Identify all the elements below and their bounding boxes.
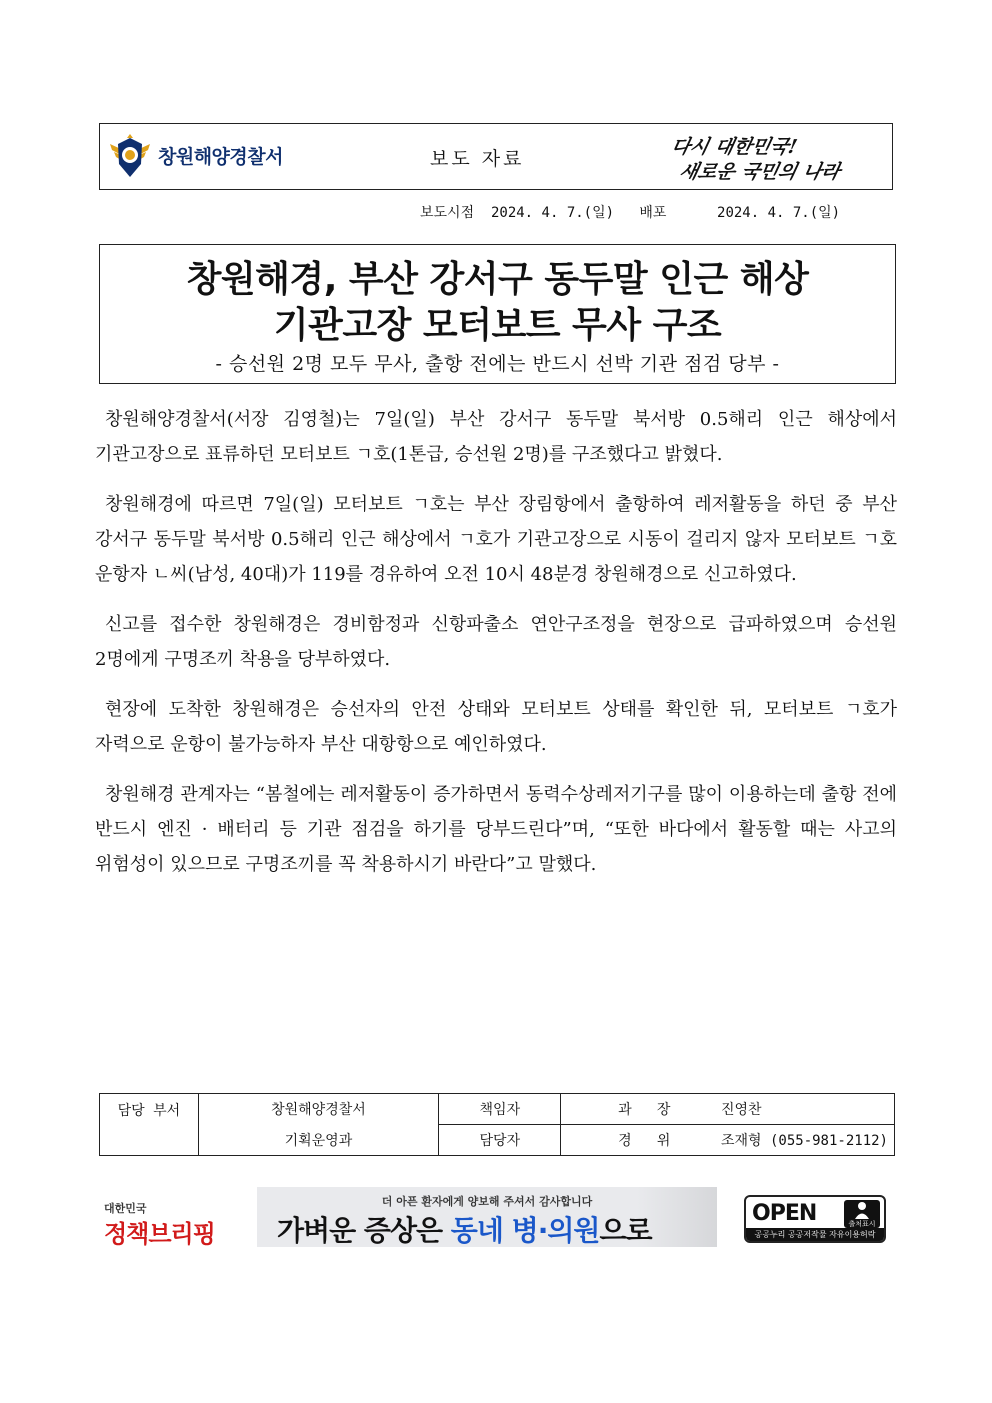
headline-line-1: 창원해경, 부산 강서구 동두말 인근 해상 bbox=[186, 259, 809, 300]
body-paragraph-3: 신고를 접수한 창원해경은 경비함정과 신항파출소 연안구조정을 현장으로 급파하였으며 승선원 2명에게 구명조끼 착용을 당부하였다. bbox=[95, 614, 897, 670]
table-row bbox=[100, 1094, 895, 1125]
person-attribution-icon bbox=[844, 1200, 880, 1228]
manager-rank: 과 장 bbox=[618, 1102, 671, 1118]
body-paragraph-5: 창원해경 관계자는 “봄철에는 레저활동이 증가하면서 동력수상레저기구를 많이 이용하는데 출항 전에 반드시 엔진 · 배터리 등 기관 점검을 하기를 당부드린다”며, “또한 바다에서 활동할 때는 사고의 위험성이 있으므로 구명조끼를 꼭 착용하시기 바란다”고 말했다. bbox=[95, 784, 897, 875]
body-paragraph-1: 창원해양경찰서(서장 김영철)는 7일(일) 부산 강서구 동두말 북서방 0.5해리 인근 해상에서 기관고장으로 표류하던 모터보트 ㄱ호(1톤급, 승선원 2명)를 구조했다고 밝혔다. bbox=[95, 409, 897, 465]
manager-info bbox=[561, 1094, 895, 1125]
distribute-date: 2024. 4. 7.(일) bbox=[717, 205, 841, 221]
briefing-big-text: 정책브리핑 bbox=[104, 1220, 215, 1248]
banner-top-text: 더 아픈 환자에게 양보해 주셔서 감사합니다 bbox=[381, 1195, 593, 1208]
slogan-line-2: 새로운 국민의 나라 bbox=[677, 161, 843, 183]
banner-main-text bbox=[277, 1209, 652, 1247]
open-badge-label: 출처표시 bbox=[848, 1220, 876, 1228]
header-box bbox=[99, 123, 893, 190]
staff-name: 조재형 (055-981-2112) bbox=[720, 1133, 888, 1149]
open-caption: 공공누리 공공저작물 자유이용허락 bbox=[746, 1228, 884, 1241]
manager-label: 책임자 bbox=[439, 1094, 561, 1125]
staff-label: 담당자 bbox=[439, 1125, 561, 1156]
dept-label: 담당 부서 bbox=[100, 1094, 199, 1156]
banner-main-part-2: 동네 병·의원 bbox=[450, 1214, 600, 1247]
headline-line-2: 기관고장 모터보트 무사 구조 bbox=[273, 305, 722, 346]
banner-main-part-1: 가벼운 증상은 bbox=[277, 1214, 451, 1247]
subtitle: - 승선원 2명 모두 무사, 출항 전에는 반드시 선박 기관 점검 당부 - bbox=[215, 353, 780, 375]
contact-table bbox=[99, 1093, 895, 1156]
article-body bbox=[95, 402, 897, 897]
release-date: 2024. 4. 7.(일) bbox=[490, 205, 615, 221]
body-paragraph-2: 창원해경에 따르면 7일(일) 모터보트 ㄱ호는 부산 장림항에서 출항하여 레저활동을 하던 중 부산 강서구 동두말 북서방 0.5해리 인근 해상에서 ㄱ호가 기관고장으로 시동이 걸리지 않자 모터보트 ㄱ호 운항자 ㄴ씨(남성, 40대)가 119를 경유하여 오전 10시 48분경 창원해경으로 신고하였다. bbox=[95, 494, 897, 585]
briefing-small-text: 대한민국 bbox=[104, 1202, 147, 1215]
release-label: 보도시점 bbox=[420, 205, 475, 221]
slogan bbox=[669, 132, 862, 184]
coast-guard-emblem-icon bbox=[108, 134, 152, 180]
banner-main-part-3: 으로 bbox=[599, 1214, 652, 1247]
staff-info bbox=[561, 1125, 895, 1156]
staff-rank: 경 위 bbox=[618, 1133, 671, 1149]
open-license-badge bbox=[744, 1195, 886, 1243]
release-dates bbox=[420, 202, 840, 222]
dept-section: 기획운영과 bbox=[198, 1125, 438, 1156]
dept-name: 창원해양경찰서 bbox=[198, 1094, 438, 1125]
distribute-label: 배포 bbox=[639, 205, 667, 221]
policy-briefing-logo bbox=[104, 1200, 216, 1248]
table-row bbox=[100, 1125, 895, 1156]
document-type: 보도 자료 bbox=[430, 148, 525, 170]
open-word: OPEN bbox=[752, 1201, 817, 1226]
campaign-banner bbox=[257, 1187, 717, 1247]
body-paragraph-4: 현장에 도착한 창원해경은 승선자의 안전 상태와 모터보트 상태를 확인한 뒤, 모터보트 ㄱ호가 자력으로 운항이 불가능하자 부산 대항항으로 예인하였다. bbox=[95, 699, 897, 755]
title-box bbox=[99, 244, 896, 384]
org-name: 창원해양경찰서 bbox=[158, 146, 283, 168]
slogan-line-1: 다시 대한민국! bbox=[669, 136, 800, 158]
manager-name: 진영찬 bbox=[720, 1102, 762, 1118]
